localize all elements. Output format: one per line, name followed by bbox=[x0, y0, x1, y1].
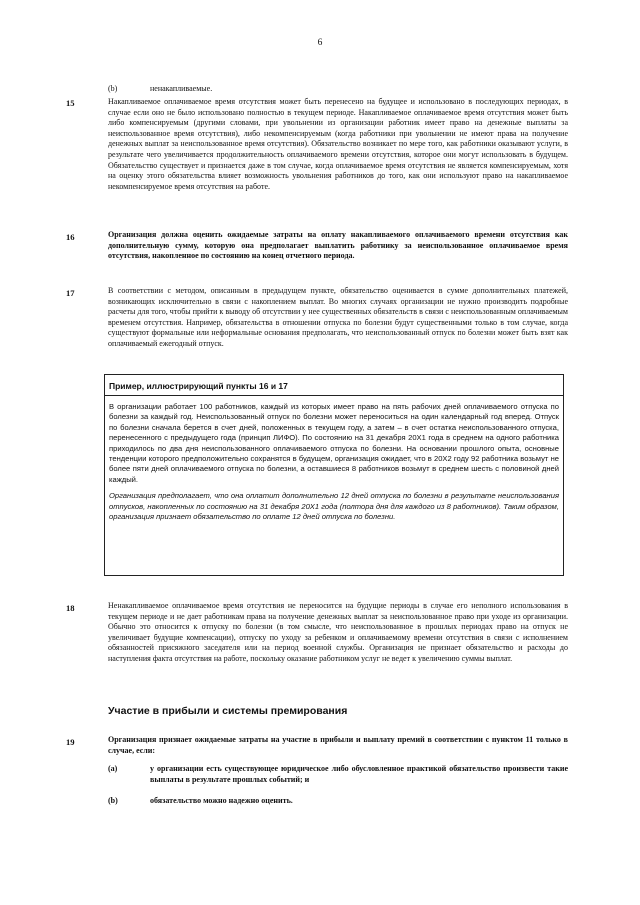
paragraph-number-17: 17 bbox=[66, 288, 75, 298]
paragraph-number-19: 19 bbox=[66, 737, 75, 747]
paragraph-number-16: 16 bbox=[66, 232, 75, 242]
paragraph-16: Организация должна оценить ожидаемые затраты на оплату накапливаемого оплачиваемого времени отсутствия как дополнительную сумму, которую она предполагает выплатить работнику за неиспользованное оплачиваемое время отсутствия, накопленное по состоянию на конец отчетного периода. bbox=[108, 230, 568, 261]
section-heading: Участие в прибыли и системы премирования bbox=[108, 705, 348, 717]
paragraph-17: В соответствии с методом, описанным в предыдущем пункте, обязательство оценивается в сумме дополнительных платежей, возникающих исключительно в связи с накоплением выплат. Во многих случаях организации не нужно производить подробные расчеты для того, чтобы прийти к выводу об отсутствии у нее существенных обязательств в связи с неиспользованным оплачиваемым временем отсутствия. Например, обязательства в отношении отпуска по болезни будут существенными только в том случае, когда существуют формальные или неформальные основания предполагать, что неиспользованный отпуск по болезни может быть взят как оплачиваемый ежегодный отпуск. bbox=[108, 286, 568, 348]
example-body: В организации работает 100 работников, каждый из которых имеет право на пять рабочих дней оплачиваемого отпуска по болезни за каждый год. Неиспользованный отпуск по болезни может переноситься на один календарный год вперед. Отпуск по болезни сначала берется в счет дней, положенных в текущем году, а затем – в счет остатка неиспользованного отпуска, перенесенного с предыдущего года (принцип ЛИФО). По состоянию на 31 декабря 20X1 года в среднем на одного работника приходилось по два дня неиспользованного оплачиваемого отпуска по болезни. На основании прошлого опыта, основные тенденции которого предположительно сохранятся в будущем, организация ожидает, что в 20X2 году 92 работника возьмут не более пяти дней оплачиваемого отпуска по болезни, а оставшиеся 8 работников возьмут в среднем шесть с половиной дней каждый. bbox=[109, 402, 559, 484]
example-title: Пример, иллюстрирующий пункты 16 и 17 bbox=[105, 375, 563, 396]
example-conclusion: Организация предполагает, что она оплатит дополнительно 12 дней отпуска по болезни в результате неиспользования отпусков, накопленных по состоянию на 31 декабря 20X1 года (полтора дня для каждого из 8 работников). Таким образом, организация признает обязательство по оплате 12 дней отпуска по болезни. bbox=[109, 491, 559, 522]
p19-item-b-text: обязательство можно надежно оценить. bbox=[150, 796, 293, 805]
item-b-label: (b) bbox=[108, 84, 118, 93]
p19-item-a-text: у организации есть существующее юридическое либо обусловленное практикой обязательство произвести такие выплаты в результате прошлых событий; и bbox=[150, 764, 568, 784]
paragraph-number-15: 15 bbox=[66, 98, 75, 108]
paragraph-19: Организация признает ожидаемые затраты на участие в прибыли и выплату премий в соответствии с пунктом 11 только в случае, если: bbox=[108, 735, 568, 755]
p19-item-a-label: (a) bbox=[108, 764, 118, 773]
paragraph-number-18: 18 bbox=[66, 603, 75, 613]
example-box bbox=[104, 374, 564, 576]
page-number: 6 bbox=[317, 38, 323, 48]
paragraph-15: Накапливаемое оплачиваемое время отсутствия может быть перенесено на будущее и использовано в последующих периодах, в случае если оно не было использовано полностью в текущем периоде. Накапливаемое оплачиваемое время отсутствия может быть либо компенсируемым (другими словами, при увольнении из организации работник имеет право на денежные выплаты за неиспользованное время отсутствия), либо некомпенсируемым (когда работники при увольнении не имеют права на получение денежных выплат за неиспользованное время отсутствия). Обязательство возникает по мере того, как работники оказывают услуги, в результате чего увеличивается продолжительность оплачиваемого времени отсутствия, которое они могут использовать в будущем. Обязательство существует и признается даже в том случае, когда оплачиваемое время отсутствия не является компенсируемым, хотя на оценку этого обязательства влияет возможность увольнения работников до того, как они используют право на накапливаемое некомпенсируемое время отсутствия на работе. bbox=[108, 97, 568, 191]
item-b-text: ненакапливаемые. bbox=[150, 84, 213, 93]
paragraph-18: Ненакапливаемое оплачиваемое время отсутствия не переносится на будущие периоды в случае его неполного использования в текущем периоде и не дает работникам права на получение денежных выплат за неиспользованное право при уходе из организации. Обычно это относится к отпуску по болезни (в том смысле, что неиспользованное в прошлых периодах право на отпуск не увеличивает будущие компенсации), отпуску по уходу за ребенком и оплачиваемому времени отсутствия в связи с исполнением обязанностей присяжного заседателя или на период военной службы. Организация не признает обязательство и расходы до наступления факта отсутствия на работе, поскольку оказание работником услуг не ведет к увеличению суммы выплат. bbox=[108, 601, 568, 663]
p19-item-b-label: (b) bbox=[108, 796, 118, 805]
